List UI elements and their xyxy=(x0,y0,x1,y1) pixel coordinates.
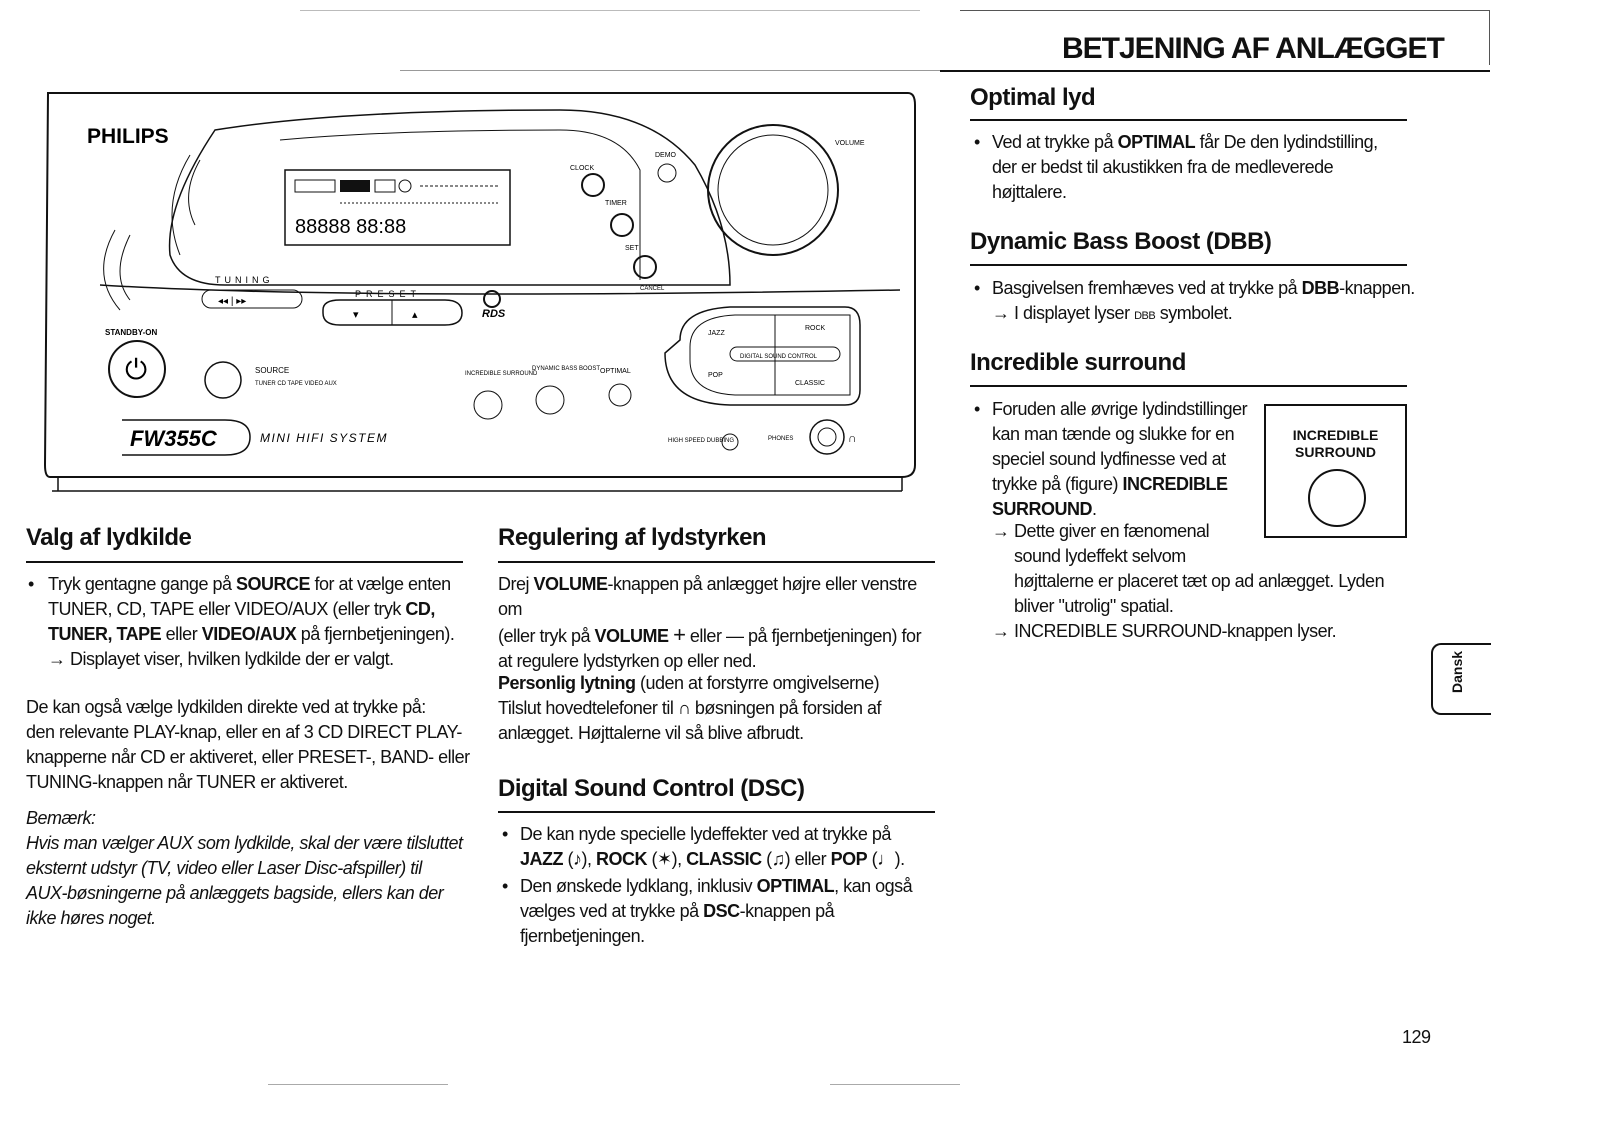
svg-text:MINI HIFI SYSTEM: MINI HIFI SYSTEM xyxy=(260,431,389,445)
jazz-icon: ♪ xyxy=(573,849,582,869)
svg-text:DIGITAL SOUND CONTROL: DIGITAL SOUND CONTROL xyxy=(740,354,818,360)
svg-text:INCREDIBLE SURROUND: INCREDIBLE SURROUND xyxy=(465,371,538,377)
scan-artifact xyxy=(400,70,980,71)
svg-text:VOLUME: VOLUME xyxy=(835,140,865,147)
valg-note: Bemærk: Hvis man vælger AUX som lydkilde, skal der være tilsluttet eksternt udstyr (TV, video eller Laser Disc-afspiller) til AUX-bøsningerne på anlæggets bagside, ellers kan der ikke høres noget. xyxy=(26,808,463,928)
dsc-bullet-2: Den ønskede lydklang, inklusiv OPTIMAL, kan også vælges ved at trykke på DSC-knappen på fjernbetjeningen. xyxy=(520,876,913,946)
svg-text:JAZZ: JAZZ xyxy=(708,330,725,337)
dbb-text: Basgivelsen fremhæves ved at trykke på DBB-knappen. → I displayet lyser DBB symbolet. xyxy=(992,278,1415,323)
svg-text:SET: SET xyxy=(625,245,639,252)
pop-icon: ♩ xyxy=(877,849,895,869)
section-rule xyxy=(26,561,463,563)
scan-artifact xyxy=(300,10,920,11)
svg-text:CLASSIC: CLASSIC xyxy=(795,380,825,387)
incredible-surround-button xyxy=(1308,469,1366,527)
svg-text:∩: ∩ xyxy=(848,431,857,445)
svg-text:▴: ▴ xyxy=(412,309,418,321)
incredible-arrows: → Dette giver en fænomenal sound lydeffekt selvom højttalerne er placeret tæt op ad anlægget. Lyden bliver "utrolig" spatial. → INCREDIBLE SURROUND-knappen lyser. xyxy=(992,521,1385,641)
bullet: • xyxy=(974,132,981,152)
svg-text:PHONES: PHONES xyxy=(768,436,794,442)
bullet: • xyxy=(974,399,981,419)
valg-paragraph: De kan også vælge lydkilden direkte ved at trykke på: den relevante PLAY-knap, eller en af 3 CD DIRECT PLAY- knapperne når CD er aktiveret, eller PRESET-, BAND- eller TUNING-knappen når TUNER er aktiveret. xyxy=(26,697,470,792)
svg-text:STANDBY-ON: STANDBY-ON xyxy=(105,328,158,337)
incredible-text: Foruden alle øvrige lydindstillinger kan man tænde og slukke for en speciel sound lydfinesse ved at trykke på (figure) INCREDIBLE SURROUND. xyxy=(992,399,1248,519)
svg-text:88888 88:88: 88888 88:88 xyxy=(295,216,407,238)
section-title-valg: Valg af lydkilde xyxy=(26,524,192,551)
device-illustration xyxy=(40,85,920,495)
svg-text:DYNAMIC BASS BOOST: DYNAMIC BASS BOOST xyxy=(532,366,601,372)
section-title-regulering: Regulering af lydstyrken xyxy=(498,524,767,551)
svg-text:CANCEL: CANCEL xyxy=(640,286,665,292)
page-title: BETJENING AF ANLÆGGET xyxy=(1062,32,1444,65)
svg-text:POP: POP xyxy=(708,372,723,379)
svg-text:OPTIMAL: OPTIMAL xyxy=(600,368,631,375)
page-number: 129 xyxy=(1402,1027,1431,1047)
section-title-dbb: Dynamic Bass Boost (DBB) xyxy=(970,228,1272,255)
svg-text:TUNING: TUNING xyxy=(215,275,274,285)
section-rule xyxy=(970,264,1407,266)
rock-icon: ✶ xyxy=(657,849,672,869)
arrow-icon: → xyxy=(992,521,1015,541)
top-rule xyxy=(960,10,1490,11)
language-tab: Dansk xyxy=(1431,643,1491,715)
bullet: • xyxy=(502,824,509,844)
headphones-icon: ∩ xyxy=(677,698,691,718)
section-rule xyxy=(498,811,935,813)
svg-text:▾: ▾ xyxy=(353,309,359,321)
phones-jack xyxy=(810,420,844,454)
svg-text:FW355C: FW355C xyxy=(130,426,217,451)
bullet: • xyxy=(974,278,981,298)
bullet: • xyxy=(502,876,509,896)
svg-text:CLOCK: CLOCK xyxy=(570,165,595,172)
regulering-paragraph: Drej VOLUME-knappen på anlægget højre eller venstre om (eller tryk på VOLUME + eller — på fjernbetjeningen) for at regulere lydstyrken op eller ned. xyxy=(498,574,922,671)
valg-bullet-text: Tryk gentagne gange på SOURCE for at vælge enten TUNER, CD, TAPE eller VIDEO/AUX (eller tryk CD, TUNER, TAPE eller VIDEO/AUX på fjernbetjeningen). → Displayet viser, hvilken lydkilde der er valgt. xyxy=(48,574,455,669)
bullet: • xyxy=(28,574,35,594)
arrow-icon: → xyxy=(992,621,1015,641)
arrow-icon: → xyxy=(48,649,71,669)
svg-text:TUNER CD TAPE VIDEO AUX: TUNER CD TAPE VIDEO AUX xyxy=(255,381,337,387)
optimal-text: Ved at trykke på OPTIMAL får De den lydindstilling, der er bedst til akustikken fra de medleverede højttalere. xyxy=(992,132,1378,202)
incredible-knob xyxy=(474,391,502,419)
svg-text:SOURCE: SOURCE xyxy=(255,366,290,375)
section-title-dsc: Digital Sound Control (DSC) xyxy=(498,775,805,802)
title-rule xyxy=(940,70,1490,72)
svg-text:⏻: ⏻ xyxy=(125,354,148,385)
section-title-optimal: Optimal lyd xyxy=(970,84,1096,111)
volume-knob xyxy=(708,125,838,255)
svg-text:◂◂ | ▸▸: ◂◂ | ▸▸ xyxy=(218,296,247,307)
dbb-knob xyxy=(536,386,564,414)
personlig-paragraph: Personlig lytning (uden at forstyrre omgivelserne) Tilslut hovedtelefoner til ∩ bøsningen på forsiden af anlægget. Højttalerne vil så blive afbrudt. xyxy=(498,673,882,743)
incredible-surround-figure: INCREDIBLE SURROUND xyxy=(1264,404,1407,538)
top-rule-right xyxy=(1489,10,1490,65)
section-rule xyxy=(970,119,1407,121)
section-rule xyxy=(970,385,1407,387)
arrow-icon: → xyxy=(992,303,1015,323)
svg-text:TIMER: TIMER xyxy=(605,200,627,207)
svg-text:ROCK: ROCK xyxy=(805,325,826,332)
svg-text:RDS: RDS xyxy=(482,308,506,320)
scan-artifact xyxy=(268,1084,448,1085)
classic-icon: ♫ xyxy=(771,849,785,869)
svg-text:HIGH SPEED DUBBING: HIGH SPEED DUBBING xyxy=(668,438,735,444)
brand-logo: PHILIPS xyxy=(87,125,169,148)
svg-text:DEMO: DEMO xyxy=(655,152,676,159)
section-title-incredible: Incredible surround xyxy=(970,349,1186,376)
optimal-knob xyxy=(609,384,631,406)
dsc-bullet-1: De kan nyde specielle lydeffekter ved at trykke på JAZZ (♪), ROCK (✶), CLASSIC (♫) eller POP (♩). xyxy=(520,824,905,869)
section-rule xyxy=(498,561,935,563)
svg-text:PRESET: PRESET xyxy=(355,289,422,299)
scan-artifact xyxy=(830,1084,960,1085)
source-button xyxy=(205,362,241,398)
